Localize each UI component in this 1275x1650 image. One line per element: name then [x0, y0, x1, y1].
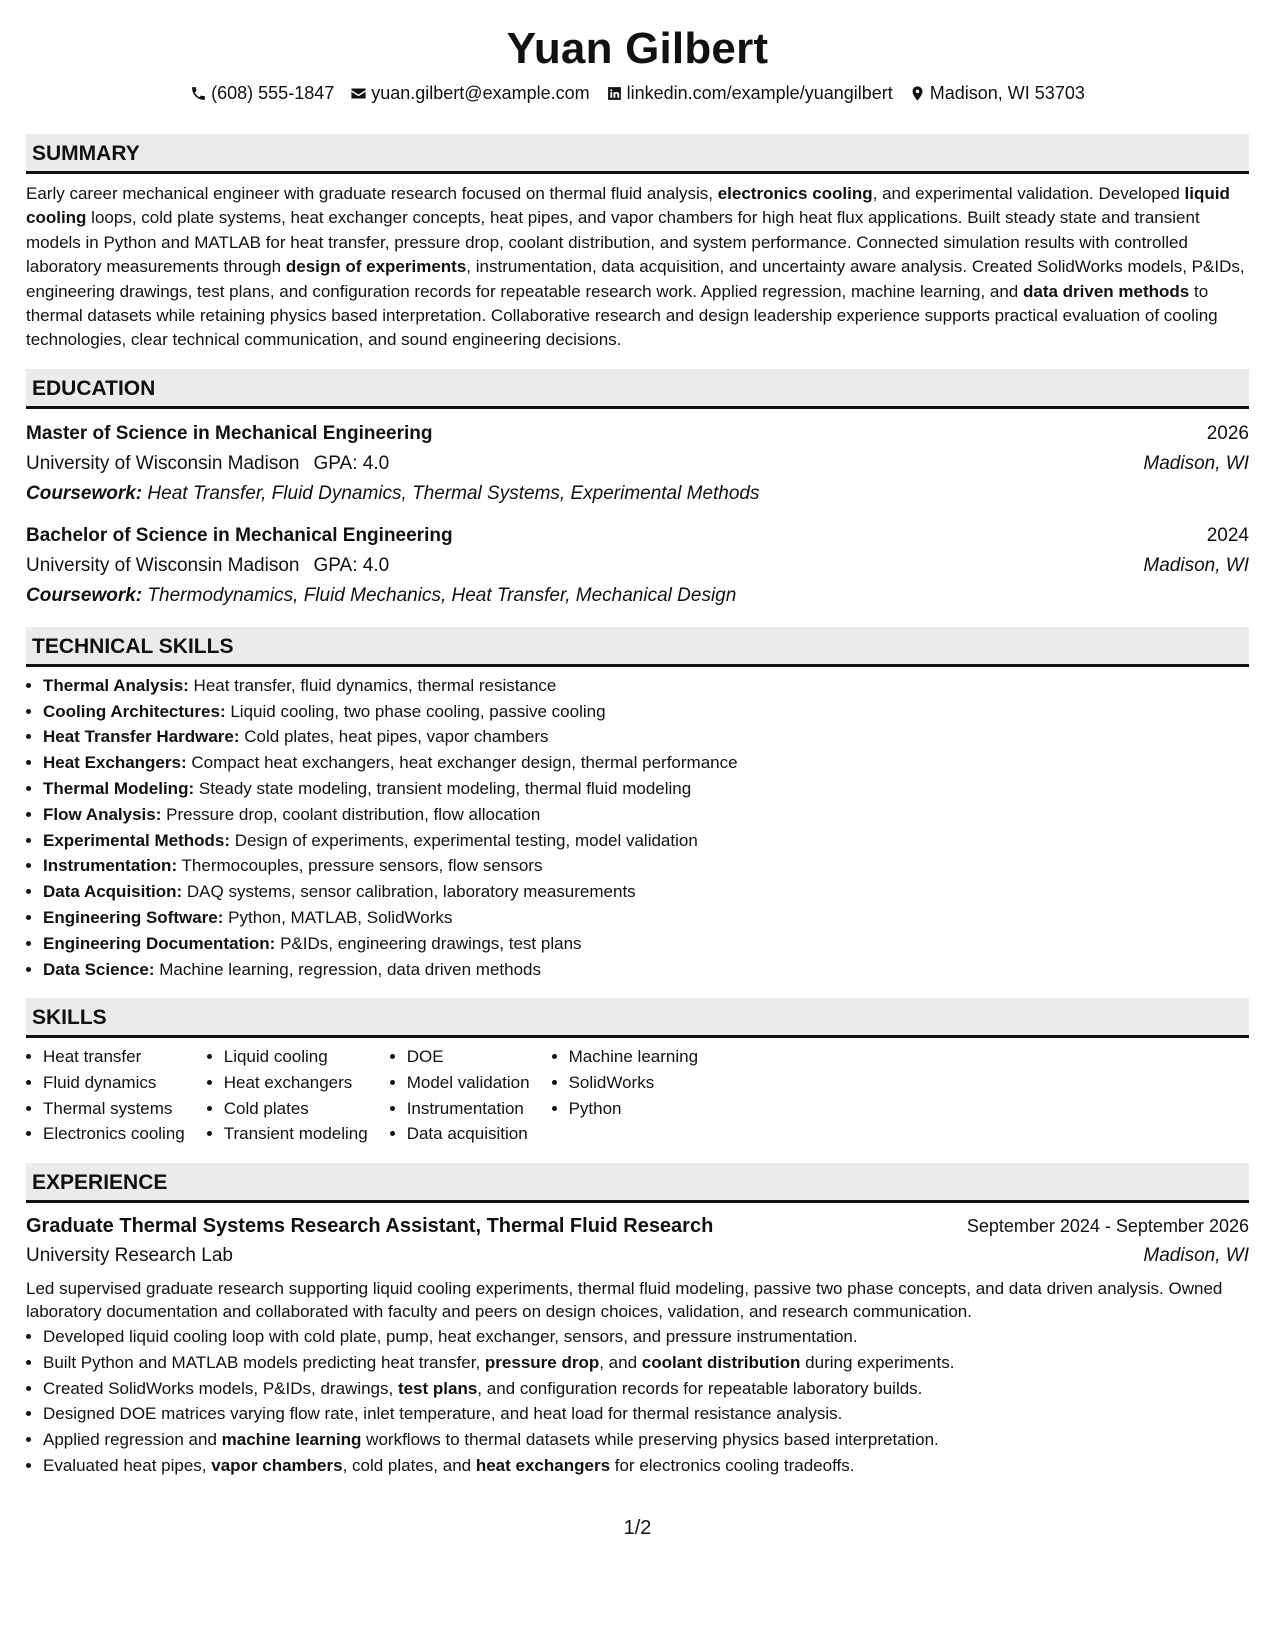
text-segment: Built Python and MATLAB models predicting heat transfer, — [43, 1352, 485, 1372]
text-segment: workflows to thermal datasets while preserving physics based interpretation. — [361, 1430, 939, 1450]
summary-heading: SUMMARY — [26, 134, 1249, 174]
text-segment: for electronics cooling tradeoffs. — [610, 1455, 855, 1475]
education-coursework — [26, 581, 1249, 611]
technical-skill-item — [43, 724, 1249, 750]
technical-skill-label: Thermal Analysis: — [43, 675, 189, 695]
experience-heading: EXPERIENCE — [26, 1163, 1249, 1203]
technical-skill-label: Cooling Architectures: — [43, 701, 226, 721]
job-location: Madison, WI — [1143, 1244, 1249, 1266]
technical-skill-item — [43, 828, 1249, 854]
skill-item: • Fluid dynamics — [43, 1070, 185, 1096]
summary-text — [26, 182, 1249, 353]
technical-skill-label: Thermal Modeling: — [43, 779, 195, 799]
technical-skill-text: Machine learning, regression, data driven methods — [159, 959, 542, 979]
job-bullets — [26, 1324, 1249, 1479]
job-bullet — [43, 1376, 1249, 1402]
technical-skill-item — [43, 853, 1249, 879]
text-segment: Early career mechanical engineer with graduate research focused on thermal fluid analysis, — [26, 184, 718, 203]
technical-skill-label: Heat Exchangers: — [43, 753, 187, 773]
emphasis-text: coolant distribution — [641, 1352, 801, 1372]
education-heading: EDUCATION — [26, 369, 1249, 409]
technical-skill-text: Thermocouples, pressure sensors, flow sensors — [181, 856, 543, 876]
text-segment: Designed DOE matrices varying flow rate, inlet temperature, and heat load for thermal resistance analysis. — [43, 1404, 843, 1424]
education-degree: Master of Science in Mechanical Engineering — [26, 422, 433, 444]
technical-skill-label: Instrumentation: — [43, 856, 178, 876]
education-entry — [26, 419, 1249, 509]
technical-skill-text: Compact heat exchangers, heat exchanger design, thermal performance — [191, 753, 738, 773]
job-dates: September 2024 - September 2026 — [966, 1215, 1249, 1236]
technical-skill-label: Data Science: — [43, 959, 155, 979]
location-pin-icon — [909, 85, 926, 102]
skill-item: • Liquid cooling — [224, 1044, 368, 1070]
text-segment: Developed liquid cooling loop with cold plate, pump, heat exchanger, sensors, and pressure instrumentation. — [43, 1326, 858, 1346]
skills-grid — [26, 1044, 1249, 1146]
contact-linkedin-text: linkedin.com/example/yuangilbert — [626, 83, 893, 103]
coursework-list: Thermodynamics, Fluid Mechanics, Heat Transfer, Mechanical Design — [147, 584, 737, 606]
skills-column — [552, 1044, 698, 1146]
emphasis-text: liquid cooling — [26, 184, 1230, 228]
technical-skill-label: Flow Analysis: — [43, 804, 162, 824]
emphasis-text: test plans — [397, 1378, 478, 1398]
skill-item: • Data acquisition — [407, 1121, 530, 1147]
technical-skill-text: Pressure drop, coolant distribution, flow allocation — [166, 804, 541, 824]
education-coursework — [26, 479, 1249, 509]
emphasis-text: vapor chambers — [211, 1455, 343, 1475]
experience-entry — [26, 1211, 1249, 1479]
skill-item: • Heat exchangers — [224, 1070, 368, 1096]
text-segment: during experiments. — [800, 1352, 955, 1372]
education-location: Madison, WI — [1143, 452, 1249, 474]
technical-skill-item — [43, 905, 1249, 931]
technical-skill-label: Data Acquisition: — [43, 882, 183, 902]
text-segment: , and experimental validation. Developed — [872, 184, 1185, 203]
technical-skill-label: Experimental Methods: — [43, 830, 231, 850]
technical-skill-text: Liquid cooling, two phase cooling, passive cooling — [230, 701, 606, 721]
skill-item: • Thermal systems — [43, 1096, 185, 1122]
technical-skill-label: Engineering Documentation: — [43, 933, 276, 953]
emphasis-text: design of experiments — [285, 257, 467, 277]
education-gpa: GPA: 4.0 — [313, 452, 390, 474]
linkedin-icon — [606, 85, 623, 102]
emphasis-text: machine learning — [221, 1430, 362, 1450]
text-segment: , and — [599, 1352, 642, 1372]
technical-skill-text: Python, MATLAB, SolidWorks — [228, 908, 453, 928]
text-segment: Evaluated heat pipes, — [43, 1455, 212, 1475]
text-segment: Applied regression and — [43, 1430, 222, 1450]
technical-skill-item — [43, 957, 1249, 983]
contact-phone-text: (608) 555-1847 — [211, 83, 335, 103]
text-segment: , and configuration records for repeatable laboratory builds. — [477, 1378, 923, 1398]
text-segment: loops, cold plate systems, heat exchanger concepts, heat pipes, and vapor chambers for high heat flux applications. Built steady state and transient models in Python and MATLAB for heat transfer, pressure drop, coolant distribution, and system performance. Connected simulation results with controlled laboratory measurements through — [26, 208, 1200, 277]
skills-heading: SKILLS — [26, 998, 1249, 1038]
job-bullet — [43, 1350, 1249, 1376]
coursework-label: Coursework: — [26, 482, 143, 504]
contact-location-text: Madison, WI 53703 — [929, 83, 1085, 103]
emphasis-text: data driven methods — [1022, 281, 1190, 301]
technical-skill-label: Engineering Software: — [43, 908, 224, 928]
job-bullet — [43, 1427, 1249, 1453]
education-year: 2024 — [1206, 524, 1249, 546]
skill-item: • Instrumentation — [407, 1096, 530, 1122]
technical-skills-list — [26, 673, 1249, 983]
contact-bar — [26, 80, 1249, 106]
technical-skill-text: Steady state modeling, transient modeling, thermal fluid modeling — [198, 779, 692, 799]
skill-item: • DOE — [407, 1044, 530, 1070]
job-organization: University Research Lab — [26, 1244, 233, 1266]
text-segment: Created SolidWorks models, P&IDs, drawings, — [43, 1378, 398, 1398]
education-location: Madison, WI — [1143, 554, 1249, 576]
technical-skill-text: P&IDs, engineering drawings, test plans — [280, 933, 582, 953]
technical-skill-item — [43, 750, 1249, 776]
skill-item: • Machine learning — [569, 1044, 698, 1070]
skill-item: • Python — [569, 1096, 698, 1122]
technical-skill-label: Heat Transfer Hardware: — [43, 727, 240, 747]
job-bullet — [43, 1401, 1249, 1427]
text-segment: , cold plates, and — [342, 1455, 476, 1475]
job-description: Led supervised graduate research supporting liquid cooling experiments, thermal fluid modeling, passive two phase concepts, and data driven analysis. Owned laboratory documentation and collaborated with faculty and peers on design choices, validation, and research communication. — [26, 1278, 1223, 1322]
education-school: University of Wisconsin Madison — [26, 452, 300, 474]
education-entry — [26, 521, 1249, 611]
skill-item: • SolidWorks — [569, 1070, 698, 1096]
coursework-list: Heat Transfer, Fluid Dynamics, Thermal Systems, Experimental Methods — [147, 482, 760, 504]
envelope-icon — [350, 85, 367, 102]
technical-skills-heading: TECHNICAL SKILLS — [26, 627, 1249, 667]
skills-column — [207, 1044, 368, 1146]
education-degree: Bachelor of Science in Mechanical Engineering — [26, 524, 453, 546]
technical-skill-text: DAQ systems, sensor calibration, laboratory measurements — [186, 882, 636, 902]
contact-email — [350, 80, 589, 106]
skills-column — [390, 1044, 530, 1146]
skill-item: • Cold plates — [224, 1096, 368, 1122]
job-bullet — [43, 1324, 1249, 1350]
skill-item: • Heat transfer — [43, 1044, 185, 1070]
technical-skill-text: Heat transfer, fluid dynamics, thermal resistance — [193, 675, 557, 695]
text-segment: to thermal datasets while retaining physics based interpretation. Collaborative research and design leadership experience supports practical evaluation of cooling technologies, clear technical communication, and sound engineering decisions. — [26, 281, 1218, 350]
page-number: 1/2 — [623, 1517, 652, 1539]
technical-skill-item — [43, 699, 1249, 725]
coursework-label: Coursework: — [26, 584, 143, 606]
contact-phone — [190, 80, 334, 106]
technical-skill-text: Cold plates, heat pipes, vapor chambers — [244, 727, 549, 747]
education-school: University of Wisconsin Madison — [26, 554, 300, 576]
skill-item: • Transient modeling — [224, 1121, 368, 1147]
skill-item: • Model validation — [407, 1070, 530, 1096]
phone-icon — [190, 85, 207, 102]
emphasis-text: pressure drop — [484, 1352, 600, 1372]
technical-skill-item — [43, 802, 1249, 828]
job-bullet — [43, 1453, 1249, 1479]
technical-skill-item — [43, 879, 1249, 905]
contact-linkedin — [606, 80, 893, 106]
candidate-name: Yuan Gilbert — [506, 24, 769, 73]
skill-item: • Electronics cooling — [43, 1121, 185, 1147]
technical-skill-item — [43, 931, 1249, 957]
emphasis-text: heat exchangers — [475, 1455, 611, 1475]
education-school-line — [26, 449, 389, 479]
skills-column — [26, 1044, 185, 1146]
contact-email-text: yuan.gilbert@example.com — [371, 83, 590, 103]
technical-skill-item — [43, 776, 1249, 802]
education-school-line — [26, 551, 389, 581]
technical-skill-text: Design of experiments, experimental testing, model validation — [234, 830, 698, 850]
education-gpa: GPA: 4.0 — [313, 554, 390, 576]
text-segment: , instrumentation, data acquisition, and uncertainty aware analysis. Created SolidWorks models, P&IDs, engineering drawings, test plans, and configuration records for repeatable research work. Applied regression, machine learning, and — [26, 257, 1245, 301]
contact-location — [909, 80, 1085, 106]
job-title: Graduate Thermal Systems Research Assistant, Thermal Fluid Research — [26, 1214, 714, 1237]
emphasis-text: electronics cooling — [717, 184, 873, 203]
technical-skill-item — [43, 673, 1249, 699]
education-year: 2026 — [1206, 422, 1249, 444]
